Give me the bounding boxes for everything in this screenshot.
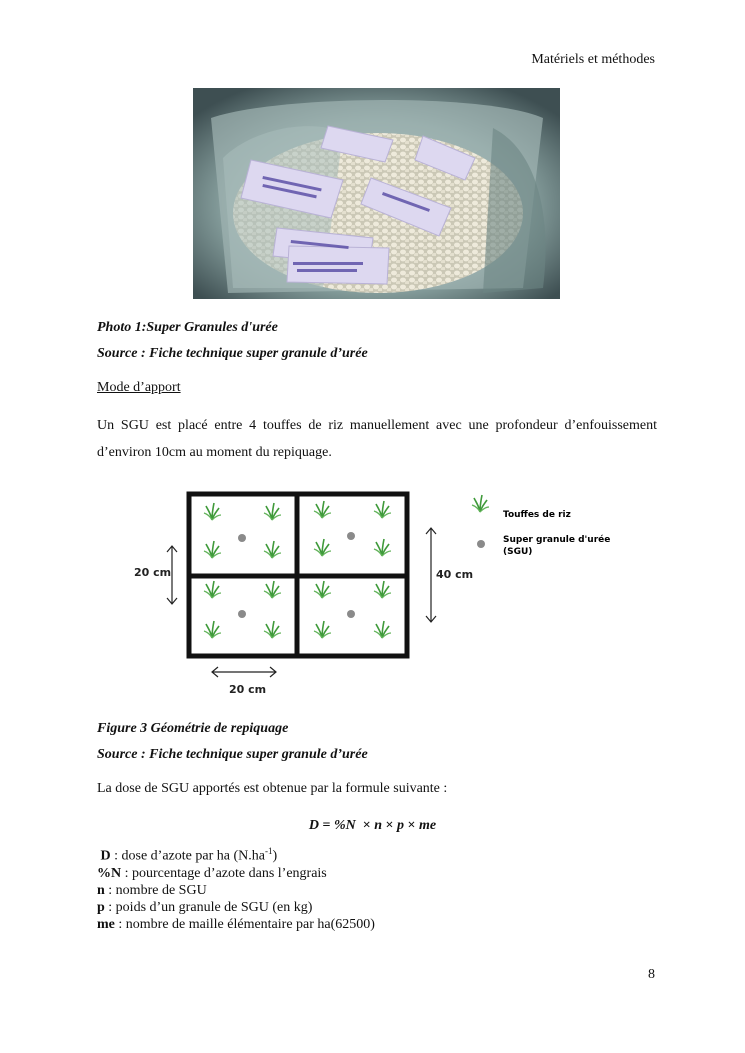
formula-intro: La dose de SGU apportés est obtenue par la formule suivante : [97, 781, 448, 796]
formula-percent-n: %N [333, 818, 356, 833]
rice-tuft [264, 541, 281, 558]
urea-granule [238, 610, 246, 618]
rice-tuft [314, 539, 331, 556]
label-20cm-bottom: 20 cm [229, 683, 267, 696]
urea-granule [347, 532, 355, 540]
page-number: 8 [648, 967, 655, 982]
legend-rice-tuft-icon [472, 495, 489, 512]
definitions-list [97, 843, 375, 933]
rice-tuft [204, 541, 221, 558]
rice-tuft [204, 581, 221, 598]
dimension-arrow-right [426, 528, 436, 622]
dimension-arrow-bottom [212, 667, 276, 677]
figure-source: Source : Fiche technique super granule d’urée [97, 747, 368, 762]
rice-tuft [264, 621, 281, 638]
formula-times: × [362, 818, 371, 833]
definition-item: %N : pourcentage d’azote dans l’engrais [97, 865, 327, 881]
label-20cm-left: 20 cm [134, 566, 172, 579]
rice-tuft [204, 621, 221, 638]
rice-tuft [374, 539, 391, 556]
rice-tuft [264, 503, 281, 520]
legend-plant-label: Touffes de riz [503, 510, 571, 520]
formula-lhs: D [308, 818, 319, 833]
rice-tuft [204, 503, 221, 520]
formula-n: n [374, 818, 383, 833]
dose-formula [0, 818, 745, 834]
definition-item: p : poids d’un granule de SGU (en kg) [97, 899, 313, 915]
formula-p: p [397, 818, 405, 833]
section-heading: Mode d’apport [97, 380, 181, 395]
legend-granule-label-2: (SGU) [503, 547, 533, 557]
rice-tuft [314, 501, 331, 518]
formula-times: × [407, 818, 416, 833]
definition-item: n : nombre de SGU [97, 882, 207, 898]
rice-tuft [374, 581, 391, 598]
urea-granule [238, 534, 246, 542]
formula-me: me [419, 818, 437, 833]
page-header: Matériels et méthodes [531, 52, 655, 67]
formula-times: × [385, 818, 394, 833]
figure-caption: Figure 3 Géométrie de repiquage [97, 721, 289, 736]
rice-tuft [374, 621, 391, 638]
urea-granule [347, 610, 355, 618]
definition-item: D : dose d’azote par ha $(N.ha^{-1})$ [100, 846, 278, 864]
rice-tuft [264, 581, 281, 598]
formula-equals: = [322, 818, 331, 833]
photo-source: Source : Fiche technique super granule d’urée [97, 346, 368, 361]
legend-granule-icon [477, 540, 485, 548]
mode-paragraph: Un SGU est placé entre 4 touffes de riz manuellement avec une profondeur d’enfouissement d’environ 10cm au moment du repiquage. [97, 418, 657, 460]
label-40cm-right: 40 cm [436, 568, 474, 581]
rice-tuft [314, 581, 331, 598]
rice-tuft [374, 501, 391, 518]
photo-caption: Photo 1:Super Granules d'urée [97, 320, 278, 335]
urea-granules-photo [193, 88, 560, 299]
definition-item: me : nombre de maille élémentaire par ha(62500) [97, 916, 375, 932]
rice-tuft [314, 621, 331, 638]
legend-granule-label: Super granule d'urée [503, 535, 611, 545]
transplant-geometry-diagram [130, 488, 630, 700]
